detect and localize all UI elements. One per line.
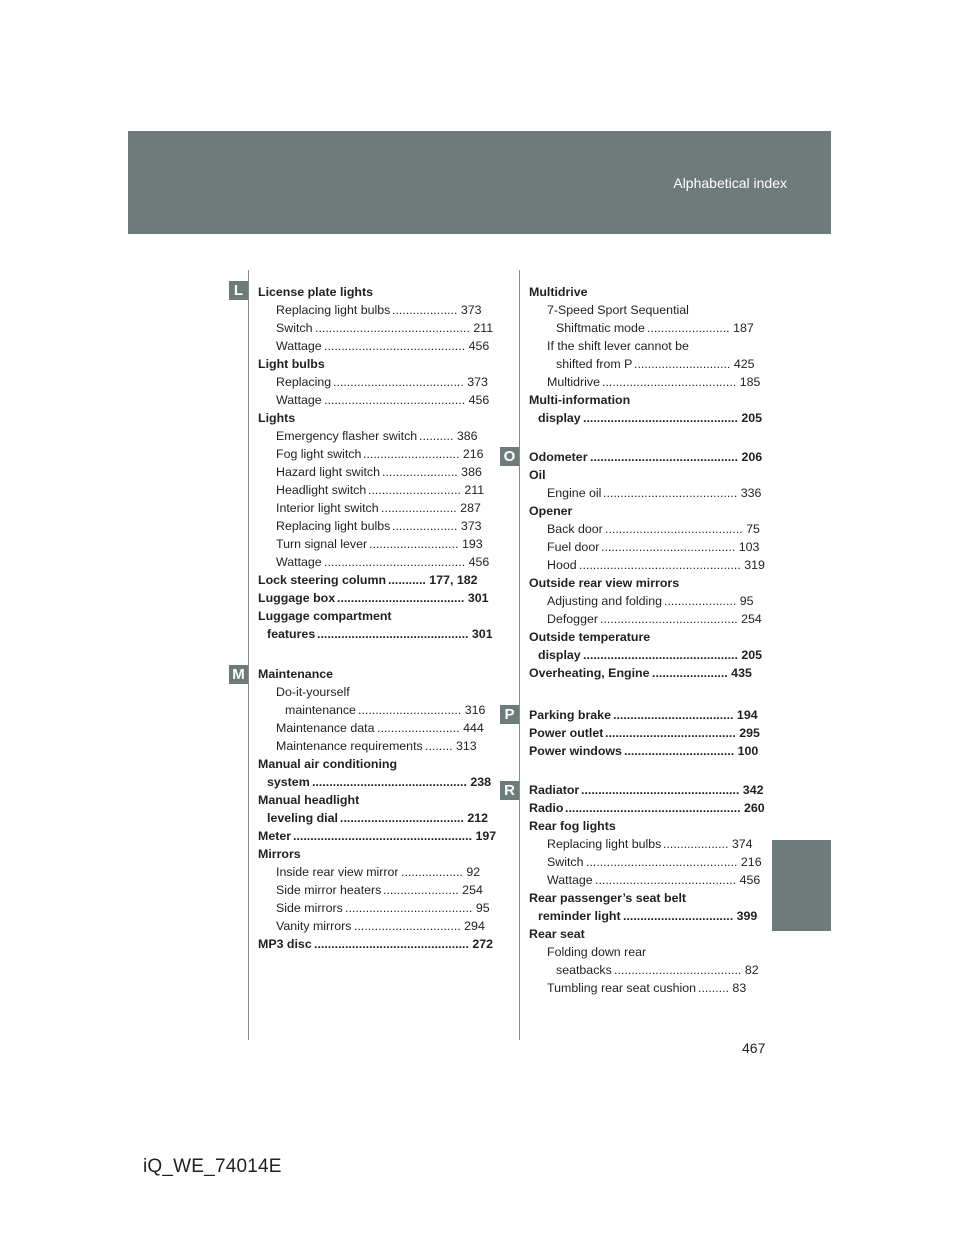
index-entry bbox=[529, 664, 752, 682]
index-entry bbox=[258, 935, 494, 953]
index-term: Fuel door bbox=[547, 540, 600, 554]
index-term: Maintenance data bbox=[276, 721, 375, 735]
index-entry bbox=[529, 835, 753, 853]
index-entry bbox=[258, 535, 483, 553]
index-entry bbox=[258, 445, 484, 463]
index-page-ref: ................................................... 260 bbox=[565, 801, 765, 815]
index-term: Hood bbox=[547, 558, 577, 572]
index-entry bbox=[529, 979, 747, 997]
index-entry bbox=[258, 319, 494, 337]
index-term: Luggage box bbox=[258, 591, 336, 605]
index-term: Fog light switch bbox=[276, 447, 362, 461]
index-term: Manual headlight bbox=[258, 793, 360, 807]
index-entry bbox=[529, 724, 760, 742]
index-page-ref: ............................... 294 bbox=[354, 919, 485, 933]
index-page-ref: ................................... 194 bbox=[613, 708, 758, 722]
index-page-ref: ................... 373 bbox=[392, 303, 482, 317]
section-letter-p: P bbox=[500, 705, 519, 724]
index-page-ref: ................................ 100 bbox=[624, 744, 759, 758]
index-page-ref: ...................... 287 bbox=[381, 501, 481, 515]
index-entry bbox=[258, 589, 489, 607]
index-entry bbox=[529, 610, 762, 628]
index-entry bbox=[529, 628, 743, 646]
index-page-ref: ........................................ 75 bbox=[605, 522, 760, 536]
index-page-ref: .................................................... 197 bbox=[293, 829, 497, 843]
index-entry bbox=[529, 646, 763, 664]
index-entry bbox=[258, 517, 482, 535]
index-entry bbox=[529, 409, 763, 427]
index-entry bbox=[529, 355, 755, 373]
section-letter-o: O bbox=[500, 447, 519, 466]
index-entry bbox=[529, 592, 754, 610]
index-entry bbox=[529, 574, 743, 592]
index-term: Engine oil bbox=[547, 486, 602, 500]
index-entry bbox=[529, 943, 743, 961]
index-page-ref: ........................ 444 bbox=[377, 721, 484, 735]
index-term: Rear seat bbox=[529, 927, 585, 941]
index-entry bbox=[258, 881, 483, 899]
index-term: system bbox=[267, 775, 310, 789]
index-term: Odometer bbox=[529, 450, 588, 464]
index-entry bbox=[529, 817, 743, 835]
index-term: Wattage bbox=[276, 393, 322, 407]
index-term: Luggage compartment bbox=[258, 609, 392, 623]
index-group-l bbox=[258, 283, 494, 643]
index-term: Headlight switch bbox=[276, 483, 367, 497]
index-term: Side mirror heaters bbox=[276, 883, 382, 897]
index-page-ref: ............................................. 205 bbox=[583, 411, 763, 425]
index-term: Radiator bbox=[529, 783, 580, 797]
index-page-ref: ..................... 95 bbox=[664, 594, 754, 608]
index-term: Maintenance bbox=[258, 667, 334, 681]
index-entry bbox=[258, 737, 477, 755]
index-entry bbox=[258, 719, 484, 737]
index-entry bbox=[529, 466, 743, 484]
index-page-ref: ...................... 435 bbox=[652, 666, 752, 680]
index-term: Opener bbox=[529, 504, 573, 518]
index-term: shifted from P bbox=[556, 357, 633, 371]
index-term: Mirrors bbox=[258, 847, 301, 861]
index-entry bbox=[258, 809, 489, 827]
index-entry bbox=[529, 889, 743, 907]
index-entry bbox=[258, 499, 481, 517]
index-entry bbox=[258, 755, 472, 773]
index-entry bbox=[529, 799, 765, 817]
index-term: Tumbling rear seat cushion bbox=[547, 981, 696, 995]
index-entry bbox=[258, 607, 472, 625]
index-page-ref: ........................ 187 bbox=[647, 321, 754, 335]
index-entry bbox=[258, 355, 472, 373]
index-term: Radio bbox=[529, 801, 564, 815]
index-page-ref: ............................................. 238 bbox=[312, 775, 492, 789]
index-page-ref: ............................................. 211 bbox=[315, 321, 494, 335]
index-term: seatbacks bbox=[556, 963, 612, 977]
index-entry bbox=[529, 337, 743, 355]
index-page-ref: ............................................. 205 bbox=[583, 648, 763, 662]
index-term: Lights bbox=[258, 411, 296, 425]
index-entry bbox=[258, 301, 482, 319]
index-page-ref: ...................................... 373 bbox=[333, 375, 488, 389]
index-term: Outside rear view mirrors bbox=[529, 576, 680, 590]
index-page-ref: ........................................ 254 bbox=[600, 612, 762, 626]
index-entry bbox=[258, 701, 486, 719]
chapter-side-tab bbox=[772, 840, 831, 931]
index-term: Lock steering column bbox=[258, 573, 387, 587]
index-entry bbox=[258, 553, 490, 571]
index-term: Overheating, Engine bbox=[529, 666, 650, 680]
index-entry bbox=[529, 319, 754, 337]
index-entry bbox=[258, 845, 472, 863]
index-term: Outside temperature bbox=[529, 630, 651, 644]
index-page-ref: ............................ 216 bbox=[363, 447, 484, 461]
index-entry bbox=[258, 463, 482, 481]
index-term: Power outlet bbox=[529, 726, 604, 740]
index-term: If the shift lever cannot be bbox=[547, 339, 689, 353]
index-term: Switch bbox=[276, 321, 313, 335]
index-page-ref: .............................................. 342 bbox=[581, 783, 764, 797]
index-page-ref: ......... 83 bbox=[698, 981, 747, 995]
index-term: Rear passenger’s seat belt bbox=[529, 891, 687, 905]
index-entry bbox=[529, 556, 765, 574]
index-page-ref: ................................ 399 bbox=[623, 909, 758, 923]
index-term: Emergency flasher switch bbox=[276, 429, 418, 443]
index-page-ref: .......................... 193 bbox=[369, 537, 483, 551]
index-term: Multi-information bbox=[529, 393, 631, 407]
index-term: Wattage bbox=[276, 555, 322, 569]
index-term: Vanity mirrors bbox=[276, 919, 352, 933]
index-page-ref: ...................... 254 bbox=[383, 883, 483, 897]
index-entry bbox=[258, 373, 488, 391]
index-term: Multidrive bbox=[529, 285, 588, 299]
index-term: maintenance bbox=[285, 703, 356, 717]
index-group-p bbox=[529, 706, 760, 760]
index-term: Wattage bbox=[276, 339, 322, 353]
index-term: Back door bbox=[547, 522, 603, 536]
index-term: display bbox=[538, 411, 581, 425]
index-page-ref: ............................................... 319 bbox=[579, 558, 765, 572]
column-divider-right bbox=[519, 270, 520, 1040]
index-term: Adjusting and folding bbox=[547, 594, 663, 608]
index-entry bbox=[258, 773, 492, 791]
index-entry bbox=[529, 391, 743, 409]
index-entry bbox=[529, 961, 759, 979]
index-page-ref: ........................... 211 bbox=[368, 483, 485, 497]
index-page-ref: .......... 386 bbox=[419, 429, 478, 443]
document-code: iQ_WE_74014E bbox=[143, 1156, 282, 1177]
index-page-ref: ......................................... 456 bbox=[324, 555, 490, 569]
index-page-ref: ...................... 386 bbox=[382, 465, 482, 479]
header-title: Alphabetical index bbox=[673, 175, 787, 191]
index-term: Replacing light bulbs bbox=[276, 519, 391, 533]
index-entry bbox=[529, 502, 743, 520]
index-term: features bbox=[267, 627, 316, 641]
index-entry bbox=[529, 742, 759, 760]
index-entry bbox=[529, 907, 758, 925]
index-page-ref: ...................................... 295 bbox=[605, 726, 760, 740]
index-term: Manual air conditioning bbox=[258, 757, 398, 771]
index-entry bbox=[258, 791, 472, 809]
index-term: leveling dial bbox=[267, 811, 338, 825]
index-entry bbox=[258, 571, 478, 589]
index-group-m bbox=[258, 665, 497, 953]
index-page-ref: ................... 373 bbox=[392, 519, 482, 533]
index-page-ref: ........................................... 206 bbox=[590, 450, 763, 464]
index-term: Folding down rear bbox=[547, 945, 647, 959]
index-entry bbox=[258, 917, 485, 935]
index-term: Turn signal lever bbox=[276, 537, 368, 551]
index-entry bbox=[529, 781, 764, 799]
index-term: Power windows bbox=[529, 744, 622, 758]
index-page-ref: .................................... 212 bbox=[340, 811, 489, 825]
section-letter-r: R bbox=[500, 781, 519, 800]
index-page-ref: ....................................... 185 bbox=[602, 375, 761, 389]
index-term: Shiftmatic mode bbox=[556, 321, 645, 335]
index-entry bbox=[258, 899, 490, 917]
index-term: Replacing light bulbs bbox=[547, 837, 662, 851]
index-entry bbox=[258, 391, 490, 409]
index-entry bbox=[258, 863, 481, 881]
index-page-ref: ..................................... 82 bbox=[614, 963, 759, 977]
index-entry bbox=[529, 706, 758, 724]
index-page-ref: ............................................ 301 bbox=[317, 627, 493, 641]
index-entry bbox=[258, 409, 472, 427]
index-page-ref: .................. 92 bbox=[401, 865, 481, 879]
index-entry bbox=[258, 427, 478, 445]
index-page-ref: ......................................... 456 bbox=[324, 393, 490, 407]
index-entry bbox=[529, 301, 743, 319]
index-term: Meter bbox=[258, 829, 292, 843]
index-term: reminder light bbox=[538, 909, 621, 923]
column-divider-left bbox=[248, 270, 249, 1040]
index-term: License plate lights bbox=[258, 285, 373, 299]
index-term: Parking brake bbox=[529, 708, 611, 722]
index-page-ref: ........ 313 bbox=[425, 739, 477, 753]
index-page-ref: ....................................... 103 bbox=[601, 540, 760, 554]
index-term: Do-it-yourself bbox=[276, 685, 350, 699]
index-entry bbox=[258, 683, 472, 701]
index-entry bbox=[529, 373, 761, 391]
index-entry bbox=[529, 925, 743, 943]
index-entry bbox=[258, 337, 490, 355]
index-group-r bbox=[529, 781, 765, 997]
index-entry bbox=[529, 871, 761, 889]
index-term: Hazard light switch bbox=[276, 465, 380, 479]
index-entry bbox=[529, 448, 763, 466]
index-entry bbox=[258, 283, 472, 301]
index-page-ref: .............................. 316 bbox=[358, 703, 486, 717]
index-term: Rear fog lights bbox=[529, 819, 616, 833]
index-page-ref: ..................................... 95 bbox=[345, 901, 490, 915]
index-term: Switch bbox=[547, 855, 584, 869]
index-entry bbox=[529, 484, 762, 502]
index-group-m-continued bbox=[529, 283, 763, 427]
index-term: 7-Speed Sport Sequential bbox=[547, 303, 689, 317]
index-page-ref: ............................................. 272 bbox=[314, 937, 494, 951]
index-term: MP3 disc bbox=[258, 937, 312, 951]
index-page-ref: ........... 177, 182 bbox=[388, 573, 478, 587]
index-entry bbox=[529, 538, 760, 556]
index-page-ref: ................... 374 bbox=[663, 837, 753, 851]
index-term: Replacing light bulbs bbox=[276, 303, 391, 317]
index-term: Inside rear view mirror bbox=[276, 865, 399, 879]
index-entry bbox=[258, 625, 493, 643]
index-entry bbox=[258, 665, 472, 683]
index-page-ref: ............................................ 216 bbox=[586, 855, 762, 869]
index-group-o bbox=[529, 448, 765, 682]
index-term: Defogger bbox=[547, 612, 598, 626]
page-number: 467 bbox=[742, 1040, 766, 1056]
index-term: Side mirrors bbox=[276, 901, 343, 915]
index-term: Maintenance requirements bbox=[276, 739, 423, 753]
index-term: display bbox=[538, 648, 581, 662]
index-term: Interior light switch bbox=[276, 501, 379, 515]
index-page-ref: ......................................... 456 bbox=[595, 873, 761, 887]
index-entry bbox=[529, 283, 743, 301]
header-bar bbox=[128, 131, 831, 234]
index-term: Wattage bbox=[547, 873, 593, 887]
index-term: Light bulbs bbox=[258, 357, 325, 371]
index-term: Oil bbox=[529, 468, 546, 482]
index-page-ref: ............................ 425 bbox=[634, 357, 755, 371]
index-term: Replacing bbox=[276, 375, 332, 389]
index-entry bbox=[529, 520, 760, 538]
index-entry bbox=[258, 827, 497, 845]
section-letter-l: L bbox=[229, 281, 248, 300]
index-page-ref: ..................................... 301 bbox=[337, 591, 489, 605]
index-entry bbox=[258, 481, 485, 499]
index-page-ref: ......................................... 456 bbox=[324, 339, 490, 353]
index-term: Multidrive bbox=[547, 375, 601, 389]
section-letter-m: M bbox=[229, 665, 248, 684]
index-page-ref: ....................................... 336 bbox=[603, 486, 762, 500]
index-entry bbox=[529, 853, 762, 871]
